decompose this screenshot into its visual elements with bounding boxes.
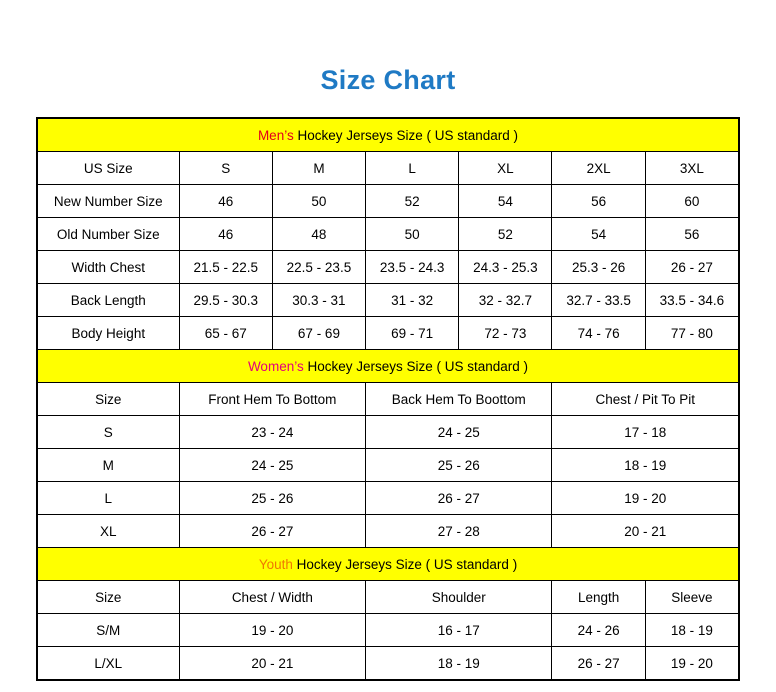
women-header-cell-3: Chest / Pit To Pit (552, 383, 739, 416)
women-row-3-cell-1: 26 - 27 (179, 515, 365, 548)
men-row-2-cell-1: 21.5 - 22.5 (179, 251, 272, 284)
men-row-3-cell-4: 32 - 32.7 (459, 284, 552, 317)
men-row-3-cell-3: 31 - 32 (366, 284, 459, 317)
men-row-1-cell-6: 56 (645, 218, 738, 251)
men-header-cell-5: 2XL (552, 152, 645, 185)
men-row-4-cell-3: 69 - 71 (366, 317, 459, 350)
women-header-cell-1: Front Hem To Bottom (179, 383, 365, 416)
table-row (38, 317, 739, 350)
men-header-cell-1: S (179, 152, 272, 185)
youth-band-rest: Hockey Jerseys Size ( US standard ) (292, 556, 518, 572)
men-row-2-cell-4: 24.3 - 25.3 (459, 251, 552, 284)
men-header-cell-6: 3XL (645, 152, 738, 185)
youth-section-band (38, 548, 739, 581)
women-header-row (38, 383, 739, 416)
men-row-3-label: Back Length (38, 284, 180, 317)
women-row-1-cell-1: 24 - 25 (179, 449, 365, 482)
men-header-cell-4: XL (459, 152, 552, 185)
table-row (38, 614, 739, 647)
men-row-2-cell-6: 26 - 27 (645, 251, 738, 284)
women-row-2-label: L (38, 482, 180, 515)
women-row-1-cell-2: 25 - 26 (366, 449, 552, 482)
size-chart-table (37, 118, 739, 680)
women-row-0-cell-3: 17 - 18 (552, 416, 739, 449)
men-row-3-cell-2: 30.3 - 31 (272, 284, 365, 317)
men-row-4-cell-1: 65 - 67 (179, 317, 272, 350)
men-band-accent: Men’s (257, 127, 294, 143)
men-row-4-label: Body Height (38, 317, 180, 350)
youth-header-cell-1: Chest / Width (179, 581, 365, 614)
men-row-1-cell-2: 48 (272, 218, 365, 251)
men-row-1-label: Old Number Size (38, 218, 180, 251)
men-row-2-label: Width Chest (38, 251, 180, 284)
men-row-1-cell-1: 46 (179, 218, 272, 251)
men-row-0-cell-6: 60 (645, 185, 738, 218)
men-band-rest: Hockey Jerseys Size ( US standard ) (293, 127, 519, 143)
women-row-2-cell-3: 19 - 20 (552, 482, 739, 515)
men-row-2-cell-2: 22.5 - 23.5 (272, 251, 365, 284)
men-row-1-cell-4: 52 (459, 218, 552, 251)
women-row-1-cell-3: 18 - 19 (552, 449, 739, 482)
men-header-row (38, 152, 739, 185)
women-band-rest: Hockey Jerseys Size ( US standard ) (303, 358, 529, 374)
men-row-0-cell-3: 52 (366, 185, 459, 218)
women-row-0-cell-2: 24 - 25 (366, 416, 552, 449)
men-row-0-label: New Number Size (38, 185, 180, 218)
table-row (38, 482, 739, 515)
youth-row-0-cell-1: 19 - 20 (179, 614, 365, 647)
men-row-4-cell-2: 67 - 69 (272, 317, 365, 350)
women-row-3-label: XL (38, 515, 180, 548)
size-chart-container (36, 117, 740, 681)
youth-row-1-label: L/XL (38, 647, 180, 680)
table-row (38, 284, 739, 317)
table-row (38, 218, 739, 251)
youth-row-0-cell-2: 16 - 17 (366, 614, 552, 647)
table-row (38, 416, 739, 449)
women-header-cell-2: Back Hem To Boottom (366, 383, 552, 416)
youth-section-band-row (38, 548, 739, 581)
table-row (38, 647, 739, 680)
youth-header-cell-4: Sleeve (645, 581, 738, 614)
women-header-cell-0: Size (38, 383, 180, 416)
youth-header-cell-2: Shoulder (366, 581, 552, 614)
women-row-0-label: S (38, 416, 180, 449)
youth-row-1-cell-1: 20 - 21 (179, 647, 365, 680)
men-row-3-cell-5: 32.7 - 33.5 (552, 284, 645, 317)
women-band-accent: Women’s (247, 358, 304, 374)
men-row-2-cell-3: 23.5 - 24.3 (366, 251, 459, 284)
youth-row-0-label: S/M (38, 614, 180, 647)
men-row-2-cell-5: 25.3 - 26 (552, 251, 645, 284)
youth-row-1-cell-3: 26 - 27 (552, 647, 645, 680)
women-row-1-label: M (38, 449, 180, 482)
men-row-0-cell-1: 46 (179, 185, 272, 218)
men-header-cell-2: M (272, 152, 365, 185)
table-row (38, 449, 739, 482)
youth-band-accent: Youth (258, 556, 293, 572)
men-row-3-cell-1: 29.5 - 30.3 (179, 284, 272, 317)
youth-row-0-cell-4: 18 - 19 (645, 614, 738, 647)
youth-header-cell-0: Size (38, 581, 180, 614)
men-header-cell-3: L (366, 152, 459, 185)
page-title: Size Chart (320, 65, 456, 95)
men-section-band (38, 119, 739, 152)
men-row-1-cell-5: 54 (552, 218, 645, 251)
table-row (38, 515, 739, 548)
men-row-4-cell-6: 77 - 80 (645, 317, 738, 350)
table-row (38, 185, 739, 218)
youth-header-cell-3: Length (552, 581, 645, 614)
men-row-4-cell-5: 74 - 76 (552, 317, 645, 350)
men-row-0-cell-2: 50 (272, 185, 365, 218)
women-row-2-cell-1: 25 - 26 (179, 482, 365, 515)
women-row-3-cell-2: 27 - 28 (366, 515, 552, 548)
women-section-band (38, 350, 739, 383)
youth-row-1-cell-4: 19 - 20 (645, 647, 738, 680)
men-row-0-cell-5: 56 (552, 185, 645, 218)
men-row-4-cell-4: 72 - 73 (459, 317, 552, 350)
women-row-2-cell-2: 26 - 27 (366, 482, 552, 515)
men-row-1-cell-3: 50 (366, 218, 459, 251)
men-section-band-row (38, 119, 739, 152)
women-row-3-cell-3: 20 - 21 (552, 515, 739, 548)
table-row (38, 251, 739, 284)
youth-row-0-cell-3: 24 - 26 (552, 614, 645, 647)
women-section-band-row (38, 350, 739, 383)
men-row-0-cell-4: 54 (459, 185, 552, 218)
youth-header-row (38, 581, 739, 614)
women-row-0-cell-1: 23 - 24 (179, 416, 365, 449)
men-header-cell-0: US Size (38, 152, 180, 185)
men-row-3-cell-6: 33.5 - 34.6 (645, 284, 738, 317)
youth-row-1-cell-2: 18 - 19 (366, 647, 552, 680)
